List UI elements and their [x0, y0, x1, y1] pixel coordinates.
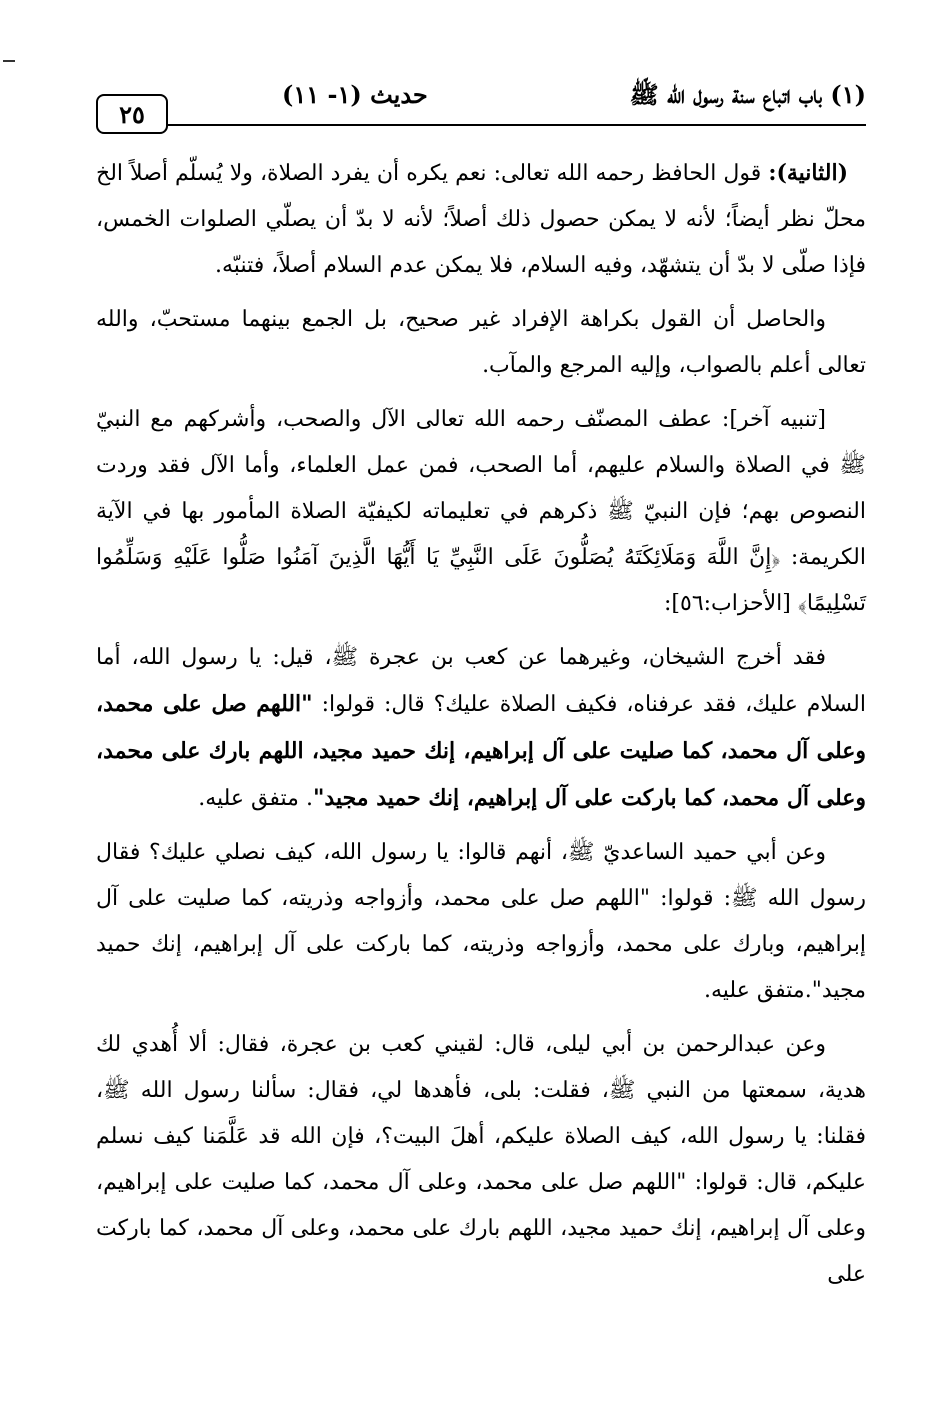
page-body [96, 150, 866, 1306]
paragraph-kab-hadith [96, 635, 866, 822]
paragraph-second-note [96, 150, 866, 289]
paragraph-text: . متفق عليه. [198, 786, 313, 811]
page-number: ٢٥ [96, 94, 168, 134]
scan-mark [3, 60, 15, 62]
paragraph-text: قول الحافظ رحمه الله تعالى: نعم يكره أن يفرد الصلاة، ولا يُسلّم أصلاً الخ محلّ نظر أيضاً؛ لأنه لا يمكن حصول ذلك أصلاً؛ لأنه لا بدّ أن يصلّي الصلوات الخمس، فإذا صلّى لا بدّ أن يتشهّد، وفيه السلام، فلا يمكن عدم السلام أصلاً، فتنبّه. [96, 161, 866, 278]
paragraph-abu-humaid-hadith: وعن أبي حميد الساعديّ ﷺ، أنهم قالوا: يا رسول الله، كيف نصلي عليك؟ فقال رسول الله ﷺ: قولوا: "اللهم صل على محمد، وأزواجه وذريته، كما صليت على آل إبراهيم، وبارك على محمد، وأزواجه وذريته، كما باركت على آل إبراهيم، إنك حميد مجيد".متفق عليه. [96, 840, 866, 1003]
paragraph-text: فقد أخرج الشيخان، وغيرهما عن كعب بن عجرة ﷺ، قيل: يا رسول الله، أما السلام عليك، فقد عرفناه، فكيف الصلاة عليك؟ قال: قولوا: [96, 645, 866, 717]
note-label: (الثانية): [768, 160, 848, 186]
paragraph-conclusion: والحاصل أن القول بكراهة الإفراد غير صحيح، بل الجمع بينهما مستحبّ، والله تعالى أعلم بالصواب، وإليه المرجع والمآب. [96, 307, 866, 378]
hadith-range: حديث (١- ١١) [282, 80, 428, 109]
chapter-title: (١) باب اتباع سنة رسول الله ﷺ [629, 80, 866, 109]
salawat-text: "اللهم صل على محمد، وعلى آل محمد، كما صليت على آل إبراهيم، إنك حميد مجيد، اللهم بارك على محمد، وعلى آل محمد، كما باركت على آل إبراهيم، إنك حميد مجيد" [96, 691, 866, 811]
page-header [96, 78, 866, 130]
paragraph-abdurrahman-hadith: وعن عبدالرحمن بن أبي ليلى، قال: لقيني كعب بن عجرة، فقال: ألا أُهدي لك هدية، سمعتها من النبي ﷺ، فقلت: بلى، فأهدها لي، فقال: سألنا رسول الله ﷺ، فقلنا: يا رسول الله، كيف الصلاة عليكم، أهلَ البيت؟، فإن الله قد عَلَّمَنا كيف نسلم عليكم، قال: قولوا: "اللهم صل على محمد، وعلى آل محمد، كما صليت على إبراهيم، وعلى آل إبراهيم، إنك حميد مجيد، اللهم بارك على محمد، وعلى آل محمد، كما باركت على [96, 1032, 866, 1287]
header-rule [166, 124, 866, 126]
paragraph-another-note: [تنبيه آخر]: عطف المصنّف رحمه الله تعالى الآل والصحب، وأشركهم مع النبيّ ﷺ في الصلاة والسلام عليهم، أما الصحب، فمن عمل العلماء، وأما الآل فقد وردت النصوص بهم؛ فإن النبيّ ﷺ ذكرهم في تعليماته لكيفيّة الصلاة المأمور بها في الآية الكريمة: ﴿إِنَّ اللَّهَ وَمَلَائِكَتَهُ يُصَلُّونَ عَلَى النَّبِيِّ يَا أَيُّهَا الَّذِينَ آمَنُوا صَلُّوا عَلَيْهِ وَسَلِّمُوا تَسْلِيمًا﴾ [الأحزاب:٥٦]: [96, 407, 866, 616]
